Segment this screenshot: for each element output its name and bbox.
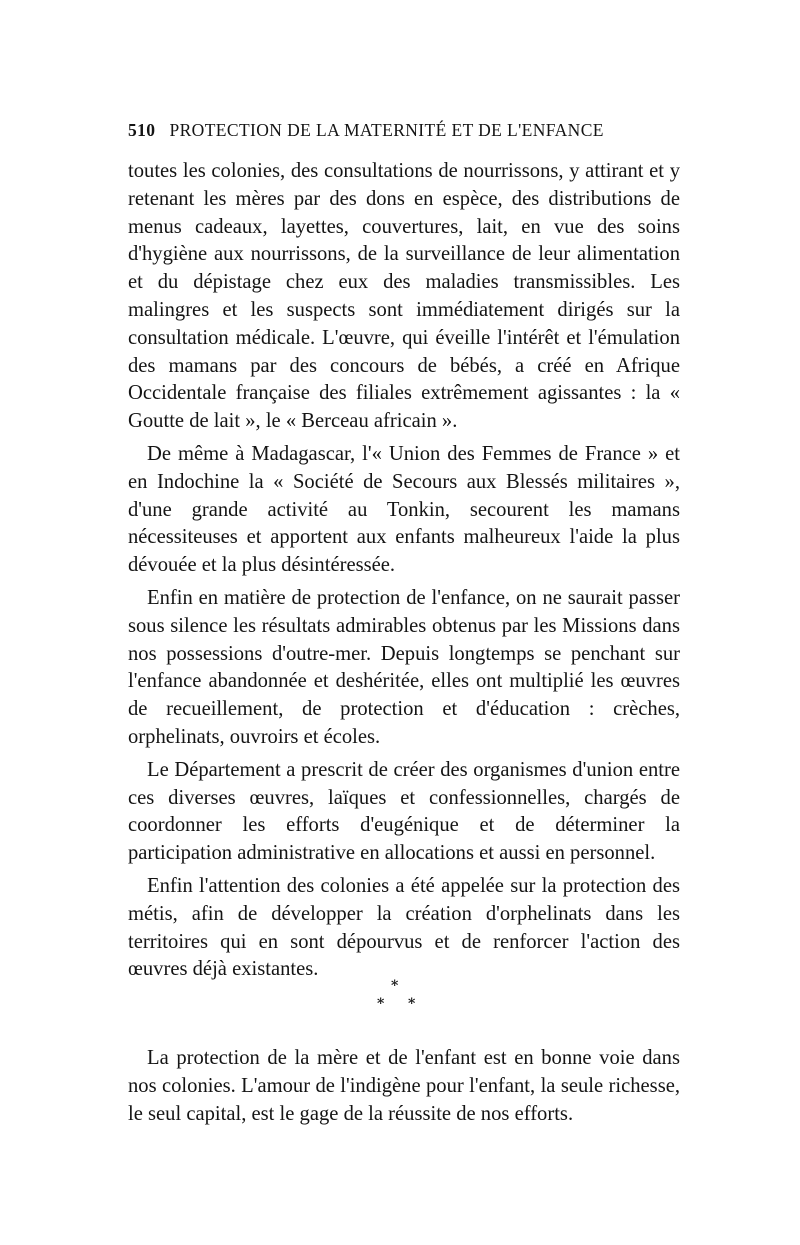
paragraph-madagascar: De même à Madagascar, l'« Union des Femmes de France » et en Indochine la « Société de Secours aux Blessés militaires », d'une grande activité au Tonkin, secourent les mamans nécessiteuses et apportent aux enfants malheureux l'aide la plus dévouée et la plus désintéressée. bbox=[128, 442, 680, 577]
separator-star-left: * bbox=[377, 996, 385, 1012]
running-head bbox=[128, 120, 680, 141]
paragraph-metis: Enfin l'attention des colonies a été appelée sur la protection des métis, afin de développer la création d'orphelinats dans les territoires qui en sont dépourvus et de renforcer l'action des œuvres déjà existantes. bbox=[128, 874, 680, 981]
running-title: PROTECTION DE LA MATERNITÉ ET DE L'ENFANCE bbox=[169, 120, 604, 140]
page-number: 510 bbox=[128, 120, 156, 140]
closing-text bbox=[128, 1045, 680, 1128]
section-separator bbox=[370, 978, 430, 1018]
paragraph-departement: Le Département a prescrit de créer des organismes d'union entre ces diverses œuvres, laïques et confessionnelles, chargés de coordonner les efforts d'eugénique et de déterminer la participation administrative en allocations et aussi en personnel. bbox=[128, 758, 680, 865]
paragraph-missions: Enfin en matière de protection de l'enfance, on ne saurait passer sous silence les résultats admirables obtenus par les Missions dans nos possessions d'outre-mer. Depuis longtemps se penchant sur l'enfance abandonnée et deshéritée, elles ont multiplié les œuvres de recueillement, de protection et d'éducation : crèches, orphelinats, ouvroirs et écoles. bbox=[128, 586, 680, 748]
separator-star-right: * bbox=[408, 996, 416, 1012]
paragraph-conclusion: La protection de la mère et de l'enfant est en bonne voie dans nos colonies. L'amour de l'indigène pour l'enfant, la seule richesse, le seul capital, est le gage de la réussite de nos efforts. bbox=[128, 1047, 680, 1125]
separator-star-top: * bbox=[391, 978, 399, 994]
body-text bbox=[128, 158, 680, 984]
paragraph-continuation: toutes les colonies, des consultations de nourrissons, y attirant et y retenant les mères par des dons en espèce, des distributions de menus cadeaux, layettes, couvertures, lait, en vue des soins d'hygiène aux nourrissons, de la surveillance de leur alimentation et du dépistage chez eux des maladies transmissibles. Les malingres et les suspects sont immédiatement dirigés sur la consultation médicale. L'œuvre, qui éveille l'intérêt et l'émulation des mamans par des concours de bébés, a créé en Afrique Occidentale française des filiales extrêmement agissantes : la « Goutte de lait », le « Berceau africain ». bbox=[128, 160, 680, 433]
